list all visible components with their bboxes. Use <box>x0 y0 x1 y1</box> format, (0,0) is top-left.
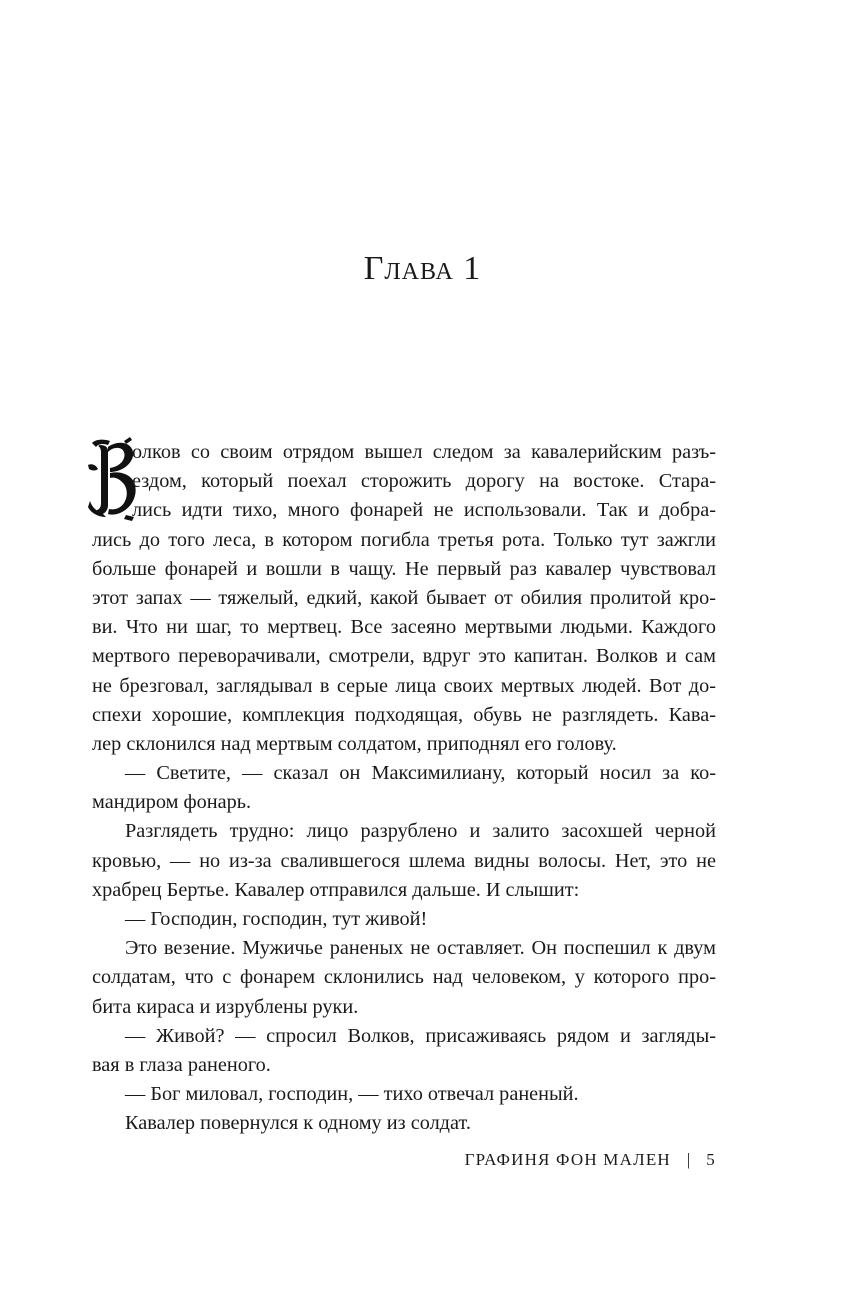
body-line: бита кираса и изрублены руки. <box>92 995 359 1018</box>
body-line: ездом, который поехал сторожить дорогу на востоке. Стара- <box>132 470 716 493</box>
body-line: Кавалер повернулся к одному из солдат. <box>125 1112 471 1135</box>
body-line: лись до того леса, в котором погибла третья рота. Только тут зажгли <box>92 528 716 551</box>
body-line: Разглядеть трудно: лицо разрублено и залито засохшей черной <box>125 820 716 843</box>
body-line: олков со своим отрядом вышел следом за кавалерийским разъ- <box>132 441 716 463</box>
body-line: — Живой? — спросил Волков, присаживаясь рядом и загляды- <box>125 1024 716 1047</box>
page-number: 5 <box>706 1150 716 1169</box>
body-line: храбрец Бертье. Кавалер отправился дальше. И слышит: <box>92 878 580 901</box>
body-line: не брезговал, заглядывал в серые лица своих мертвых людей. Вот до- <box>92 674 716 697</box>
body-line: спехи хорошие, комплекция подходящая, обувь не разглядеть. Кава- <box>92 703 716 726</box>
book-title: ГРАФИНЯ ФОН МАЛЕН <box>464 1150 671 1169</box>
running-footer <box>0 1150 716 1170</box>
chapter-title: Глава 1 <box>363 250 482 287</box>
body-line: кровью, — но из-за свалившегося шлема видны волосы. Нет, это не <box>92 849 716 872</box>
body-line: этот запах — тяжелый, едкий, какой бывает от обилия пролитой кро- <box>92 586 716 609</box>
body-line: Это везение. Мужичье раненых не оставляет. Он поспешил к двум <box>125 937 716 960</box>
body-line: — Бог миловал, господин, — тихо отвечал раненый. <box>125 1083 579 1106</box>
body-line: лер склонился над мертвым солдатом, приподнял его голову. <box>92 732 617 755</box>
body-line: мандиром фонарь. <box>92 791 252 814</box>
body-line: больше фонарей и вошли в чащу. Не первый раз кавалер чувствовал <box>92 557 716 580</box>
body-line: ви. Что ни шаг, то мертвец. Все засеяно мертвыми людьми. Каждого <box>92 616 716 639</box>
chapter-body <box>92 438 716 1139</box>
footer-separator: | <box>686 1150 691 1169</box>
body-line: — Господин, господин, тут живой! <box>125 908 428 930</box>
body-line: вая в глаза раненого. <box>92 1053 271 1076</box>
body-line: мертвого переворачивали, смотрели, вдруг это капитан. Волков и сам <box>92 645 716 668</box>
body-line: — Светите, — сказал он Максимилиану, который носил за ко- <box>125 762 716 785</box>
body-line: солдатам, что с фонарем склонились над человеком, у которого про- <box>92 966 716 989</box>
body-line: лись идти тихо, много фонарей не использовали. Так и добра- <box>132 499 716 522</box>
